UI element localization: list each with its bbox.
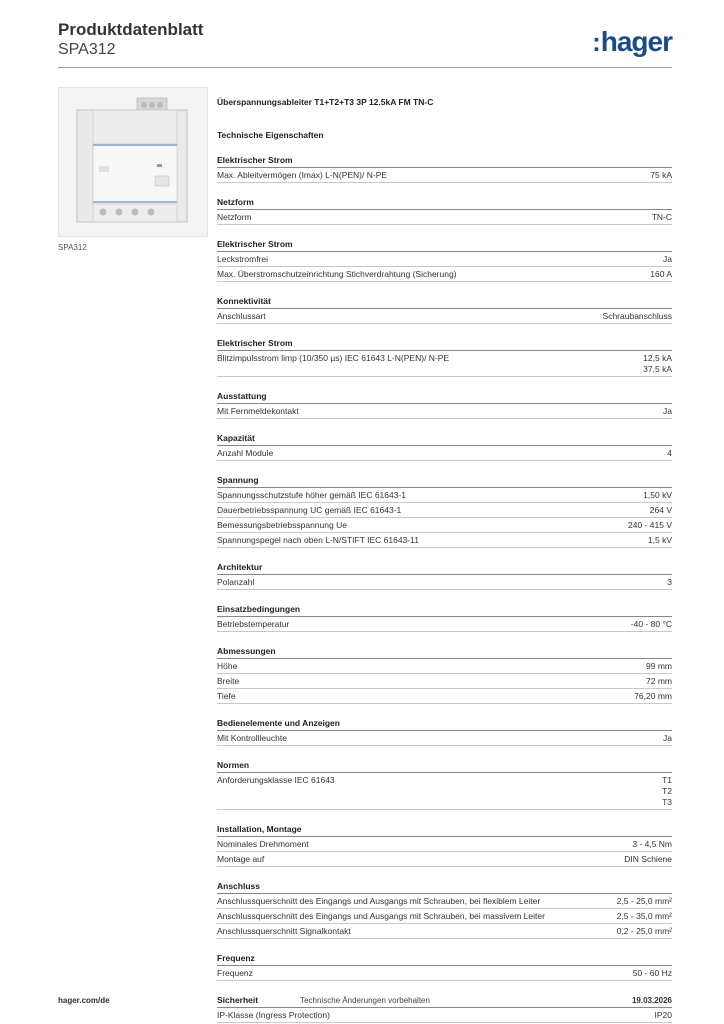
- document-subtitle: SPA312: [58, 41, 116, 58]
- property-label: Breite: [217, 676, 240, 686]
- property-label: Anforderungsklasse IEC 61643: [217, 775, 335, 785]
- property-value: [643, 353, 672, 375]
- section-title: Architektur: [217, 561, 672, 575]
- property-section: [217, 196, 672, 225]
- property-row: [217, 674, 672, 689]
- product-image: [58, 87, 208, 237]
- property-label: Spannungspegel nach oben L-N/STIFT IEC 61643-11: [217, 535, 419, 545]
- property-value-line: 75 kA: [650, 170, 672, 180]
- property-row: [217, 617, 672, 632]
- property-value: [633, 968, 672, 979]
- property-row: [217, 267, 672, 282]
- property-row: [217, 909, 672, 924]
- property-label: Anzahl Module: [217, 448, 274, 458]
- property-value-line: 2,5 - 35,0 mm²: [616, 911, 672, 921]
- property-value: [648, 535, 672, 546]
- property-sections: [217, 154, 672, 1023]
- property-label: Betriebstemperatur: [217, 619, 290, 629]
- property-label: Frequenz: [217, 968, 253, 978]
- property-section: [217, 880, 672, 939]
- property-label: Anschlussquerschnitt des Eingangs und Ausgangs mit Schrauben, bei massivem Leiter: [217, 911, 545, 921]
- property-value-line: 12,5 kA: [643, 353, 672, 363]
- section-title: Frequenz: [217, 952, 672, 966]
- property-section: [217, 603, 672, 632]
- property-value-line: -40 - 80 °C: [630, 619, 672, 629]
- footer-notice: Technische Änderungen vorbehalten: [300, 996, 430, 1005]
- section-title: Einsatzbedingungen: [217, 603, 672, 617]
- section-title: Elektrischer Strom: [217, 154, 672, 168]
- property-label: Max. Ableitvermögen (Imax) L-N(PEN)/ N-PE: [217, 170, 388, 180]
- property-value-line: T3: [662, 797, 672, 807]
- section-title: Normen: [217, 759, 672, 773]
- property-label: Bemessungsbetriebsspannung Ue: [217, 520, 347, 530]
- property-row: [217, 1008, 672, 1023]
- property-label: IP-Klasse (Ingress Protection): [217, 1010, 330, 1020]
- property-value: [650, 505, 672, 516]
- document-title: Produktdatenblatt: [58, 20, 204, 39]
- property-value: [634, 691, 672, 702]
- property-label: Spannungsschutzstufe höher gemäß IEC 61643-1: [217, 490, 407, 500]
- property-value: [646, 676, 672, 687]
- property-label: Leckstromfrei: [217, 254, 269, 264]
- section-title: Ausstattung: [217, 390, 672, 404]
- property-value-line: 264 V: [649, 505, 672, 515]
- property-value-line: 3: [667, 577, 672, 587]
- property-value-line: 4: [667, 448, 672, 458]
- property-value: [663, 406, 672, 417]
- property-value: [663, 733, 672, 744]
- property-row: [217, 503, 672, 518]
- property-value-line: 76,20 mm: [634, 691, 672, 701]
- section-title: Abmessungen: [217, 645, 672, 659]
- property-row: [217, 659, 672, 674]
- property-row: [217, 210, 672, 225]
- property-row: [217, 894, 672, 909]
- property-label: Tiefe: [217, 691, 236, 701]
- section-title: Elektrischer Strom: [217, 337, 672, 351]
- property-value: [652, 212, 672, 223]
- property-section: [217, 645, 672, 704]
- logo-text: hager: [600, 26, 672, 57]
- property-label: Dauerbetriebsspannung UC gemäß IEC 61643-1: [217, 505, 402, 515]
- logo-prefix: :: [592, 27, 600, 57]
- property-value-line: 0,2 - 25,0 mm²: [616, 926, 672, 936]
- property-row: [217, 837, 672, 852]
- hager-logo[interactable]: [592, 26, 672, 58]
- property-value: [603, 311, 672, 322]
- section-title: Installation, Montage: [217, 823, 672, 837]
- property-row: [217, 168, 672, 183]
- section-title: Konnektivität: [217, 295, 672, 309]
- property-label: Polanzahl: [217, 577, 255, 587]
- property-row: [217, 446, 672, 461]
- property-value-line: Schraubanschluss: [602, 311, 672, 321]
- property-value: [617, 896, 672, 907]
- property-row: [217, 773, 672, 810]
- property-label: Anschlussart: [217, 311, 266, 321]
- document-header: [58, 20, 672, 59]
- property-value: [628, 520, 672, 531]
- property-value-line: 240 - 415 V: [628, 520, 672, 530]
- property-value: [646, 661, 672, 672]
- property-value: [662, 775, 672, 808]
- property-label: Mit Fernmeldekontakt: [217, 406, 299, 416]
- properties-heading: Technische Eigenschaften: [217, 130, 324, 140]
- property-row: [217, 309, 672, 324]
- header-divider: [58, 67, 672, 68]
- section-title: Bedienelemente und Anzeigen: [217, 717, 672, 731]
- section-title: Sicherheit: [217, 994, 672, 1008]
- property-section: [217, 823, 672, 867]
- property-value: [667, 448, 672, 459]
- property-section: [217, 759, 672, 810]
- property-value-line: 1,50 kV: [643, 490, 672, 500]
- property-row: [217, 966, 672, 981]
- property-value-line: IP20: [654, 1010, 672, 1020]
- property-section: [217, 337, 672, 377]
- property-value-line: T2: [662, 786, 672, 796]
- property-section: [217, 561, 672, 590]
- property-label: Anschlussquerschnitt Signalkontakt: [217, 926, 351, 936]
- property-section: [217, 295, 672, 324]
- property-section: [217, 390, 672, 419]
- property-section: [217, 474, 672, 548]
- property-label: Höhe: [217, 661, 238, 671]
- page-footer: [58, 996, 672, 1008]
- property-value-line: 3 - 4,5 Nm: [632, 839, 672, 849]
- property-value-line: Ja: [663, 406, 672, 416]
- property-row: [217, 924, 672, 939]
- property-value: [631, 619, 672, 630]
- section-title: Netzform: [217, 196, 672, 210]
- property-label: Netzform: [217, 212, 252, 222]
- property-value-line: T1: [662, 775, 672, 785]
- property-value-line: Ja: [663, 254, 672, 264]
- property-value-line: 72 mm: [646, 676, 672, 686]
- property-value: [632, 839, 672, 850]
- property-value-line: 99 mm: [646, 661, 672, 671]
- property-value: [650, 170, 672, 181]
- property-row: [217, 575, 672, 590]
- property-value: [655, 1010, 673, 1021]
- property-value: [650, 269, 672, 280]
- property-value-line: DIN Schiene: [624, 854, 672, 864]
- property-value-line: Ja: [663, 733, 672, 743]
- property-label: Anschlussquerschnitt des Eingangs und Ausgangs mit Schrauben, bei flexiblem Leiter: [217, 896, 541, 906]
- property-value-line: 2,5 - 25,0 mm²: [616, 896, 672, 906]
- property-value-line: 50 - 60 Hz: [632, 968, 672, 978]
- property-section: [217, 952, 672, 981]
- property-value: [667, 577, 672, 588]
- property-value: [624, 854, 672, 865]
- section-title: Kapazität: [217, 432, 672, 446]
- property-value: [617, 911, 672, 922]
- product-name: Überspannungsableiter T1+T2+T3 3P 12.5kA FM TN-C: [217, 97, 434, 107]
- property-section: [217, 432, 672, 461]
- property-row: [217, 533, 672, 548]
- property-label: Blitzimpulsstrom limp (10/350 µs) IEC 61643 L-N(PEN)/ N-PE: [217, 353, 450, 363]
- property-row: [217, 689, 672, 704]
- property-value: [663, 254, 672, 265]
- property-row: [217, 731, 672, 746]
- property-value: [643, 490, 672, 501]
- property-section: [217, 717, 672, 746]
- section-title: Spannung: [217, 474, 672, 488]
- property-value-line: TN-C: [651, 212, 672, 222]
- property-row: [217, 252, 672, 267]
- property-value-line: 160 A: [650, 269, 672, 279]
- footer-website-link[interactable]: hager.com/de: [58, 996, 110, 1005]
- property-label: Max. Überstromschutzeinrichtung Stichverdrahtung (Sicherung): [217, 269, 457, 279]
- property-value-line: 1,5 kV: [647, 535, 672, 545]
- surge-arrester-illustration: [59, 88, 207, 236]
- section-title: Elektrischer Strom: [217, 238, 672, 252]
- property-row: [217, 488, 672, 503]
- property-label: Mit Kontrollleuchte: [217, 733, 287, 743]
- product-content: [217, 96, 672, 1023]
- property-value-line: 37,5 kA: [643, 364, 672, 374]
- property-row: [217, 852, 672, 867]
- property-label: Montage auf: [217, 854, 265, 864]
- property-section: [217, 238, 672, 282]
- property-section: [217, 154, 672, 183]
- product-image-caption: SPA312: [58, 243, 87, 252]
- property-row: [217, 351, 672, 377]
- property-value: [617, 926, 672, 937]
- section-title: Anschluss: [217, 880, 672, 894]
- property-label: Nominales Drehmoment: [217, 839, 309, 849]
- property-row: [217, 518, 672, 533]
- footer-date: 19.03.2026: [631, 996, 672, 1005]
- property-row: [217, 404, 672, 419]
